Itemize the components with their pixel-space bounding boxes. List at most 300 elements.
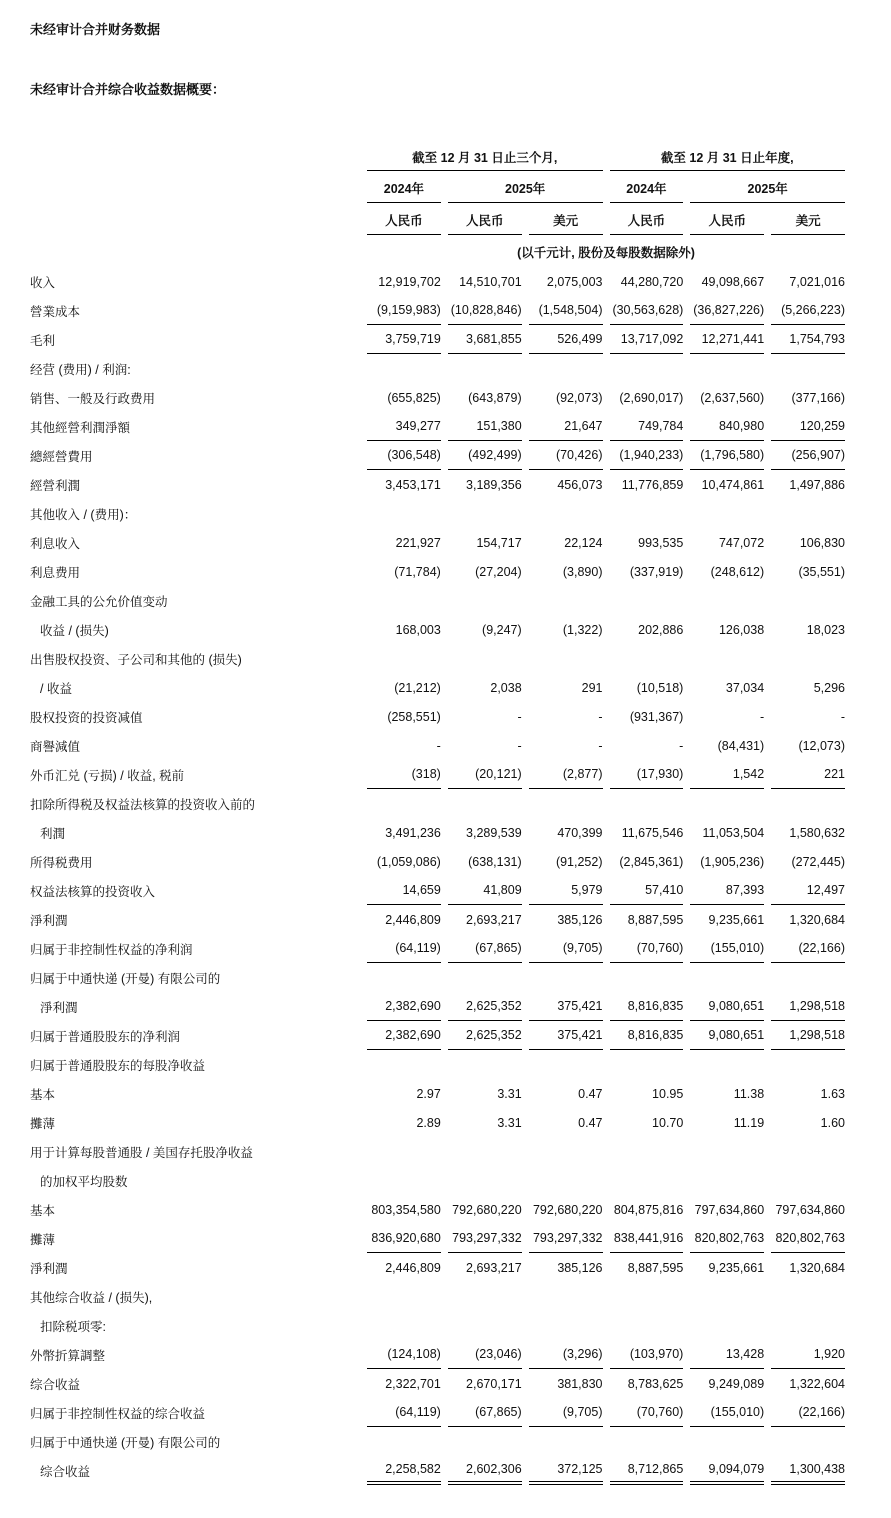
currency-header-usd: 美元 (771, 203, 845, 235)
value-cell (771, 644, 845, 673)
value-cell: (22,166) (771, 1398, 845, 1427)
value-cell: 3,681,855 (448, 325, 522, 354)
value-cell: (9,705) (529, 1398, 603, 1427)
row-label: 淨利潤 (30, 1261, 68, 1276)
row-label: 所得税费用 (30, 855, 93, 870)
row-label: 總經營費用 (30, 449, 93, 464)
value-cell: 747,072 (718, 535, 765, 550)
value-cell (448, 963, 522, 992)
value-cell (367, 789, 441, 818)
value-cell: 1,298,518 (771, 992, 845, 1021)
table-row (30, 354, 845, 383)
value-cell (367, 963, 441, 992)
row-label: 經營利潤 (30, 478, 81, 493)
value-cell: 1,542 (690, 760, 764, 789)
row-label: 淨利潤 (40, 1000, 78, 1015)
value-cell: 2,602,306 (448, 1456, 522, 1485)
table-row (30, 992, 845, 1021)
value-cell (610, 499, 684, 528)
value-cell: 797,634,860 (694, 1202, 765, 1217)
value-cell: 2,382,690 (367, 1021, 441, 1050)
value-cell (448, 1166, 522, 1195)
value-cell (771, 789, 845, 818)
value-cell: (64,119) (367, 934, 441, 963)
value-cell: 456,073 (557, 477, 603, 492)
value-cell: - (517, 709, 522, 724)
value-cell: 11,053,504 (702, 825, 765, 840)
value-cell (367, 499, 441, 528)
value-cell (367, 1282, 441, 1311)
value-cell (448, 644, 522, 673)
value-cell: 18,023 (806, 622, 845, 637)
value-cell: 8,887,595 (627, 912, 684, 927)
value-cell: 9,080,651 (690, 992, 764, 1021)
header-label-spacer (30, 203, 360, 235)
table-row (30, 760, 845, 789)
value-cell (529, 789, 603, 818)
value-cell (690, 644, 764, 673)
value-cell: 12,919,702 (378, 274, 441, 289)
value-cell: (492,499) (448, 441, 522, 470)
column-group-three-months: 截至 12 月 31 日止三个月, (367, 148, 603, 171)
value-cell (610, 586, 684, 615)
value-cell: 2,446,809 (385, 912, 441, 927)
value-cell: (248,612) (710, 564, 765, 579)
value-cell: 1,920 (771, 1340, 845, 1369)
value-cell: 2,446,809 (385, 1260, 441, 1275)
value-cell: (70,760) (610, 1398, 684, 1427)
value-cell (771, 354, 845, 383)
income-statement-table (30, 148, 845, 1485)
table-row (30, 267, 845, 296)
value-cell (529, 644, 603, 673)
table-row (30, 296, 845, 325)
table-row (30, 1253, 845, 1282)
value-cell: 1.63 (820, 1086, 845, 1101)
value-cell: 41,809 (448, 876, 522, 905)
value-cell (367, 644, 441, 673)
value-cell (610, 789, 684, 818)
value-cell (690, 1050, 764, 1079)
value-cell (690, 963, 764, 992)
value-cell: 2,382,690 (367, 992, 441, 1021)
value-cell: 12,271,441 (690, 325, 764, 354)
row-label: 归属于非控制性权益的综合收益 (30, 1406, 206, 1421)
row-label: 收入 (30, 275, 56, 290)
value-cell: (36,827,226) (690, 296, 764, 325)
header-label-spacer (30, 235, 360, 267)
value-cell: 3,453,171 (385, 477, 441, 492)
value-cell: 470,399 (557, 825, 603, 840)
value-cell: (10,518) (636, 680, 684, 695)
table-row (30, 702, 845, 731)
value-cell: (2,690,017) (619, 390, 684, 405)
value-cell (529, 586, 603, 615)
value-cell (529, 963, 603, 992)
value-cell: (21,212) (394, 680, 441, 695)
table-row (30, 1282, 845, 1311)
row-label: 淨利潤 (30, 913, 68, 928)
value-cell: 10.95 (652, 1086, 684, 1101)
value-cell (529, 1282, 603, 1311)
value-cell: - (598, 738, 603, 753)
value-cell: (64,119) (367, 1398, 441, 1427)
table-row (30, 731, 845, 760)
value-cell: 13,717,092 (610, 325, 684, 354)
table-row (30, 1340, 845, 1369)
value-cell (610, 644, 684, 673)
value-cell: 349,277 (367, 412, 441, 441)
table-row (30, 644, 845, 673)
table-header-currency-row (30, 203, 845, 235)
value-cell: (67,865) (448, 934, 522, 963)
value-cell (448, 499, 522, 528)
value-cell: 385,126 (557, 1260, 603, 1275)
table-row (30, 586, 845, 615)
value-cell: 10,474,861 (701, 477, 765, 492)
value-cell: 2,693,217 (466, 1260, 522, 1275)
currency-header-rmb: 人民币 (448, 203, 522, 235)
row-label: 其他經營利潤淨額 (30, 420, 131, 435)
header-label-spacer (30, 171, 360, 203)
value-cell: 49,098,667 (701, 274, 765, 289)
value-cell: 87,393 (690, 876, 764, 905)
value-cell: 526,499 (529, 325, 603, 354)
value-cell: (23,046) (448, 1340, 522, 1369)
value-cell: 1,580,632 (789, 825, 845, 840)
table-row (30, 1311, 845, 1340)
value-cell (610, 1050, 684, 1079)
value-cell: 221 (771, 760, 845, 789)
value-cell (690, 354, 764, 383)
value-cell: 120,259 (771, 412, 845, 441)
value-cell: 8,816,835 (610, 1021, 684, 1050)
value-cell: 793,297,332 (529, 1224, 603, 1253)
table-row (30, 905, 845, 934)
value-cell: 7,021,016 (789, 274, 845, 289)
row-label: 股权投资的投资减值 (30, 710, 143, 725)
value-cell: 792,680,220 (532, 1202, 603, 1217)
table-row (30, 1137, 845, 1166)
value-cell: (9,705) (529, 934, 603, 963)
value-cell: 3,189,356 (466, 477, 522, 492)
table-row (30, 1427, 845, 1456)
value-cell (690, 1311, 764, 1340)
row-label: 归属于非控制性权益的净利润 (30, 942, 193, 957)
value-cell: 804,875,816 (613, 1202, 684, 1217)
value-cell: 993,535 (638, 535, 684, 550)
value-cell: 9,235,661 (708, 1260, 765, 1275)
row-label: 金融工具的公允价值变动 (30, 594, 168, 609)
value-cell: 8,712,865 (610, 1456, 684, 1485)
value-cell (771, 586, 845, 615)
value-cell: (2,637,560) (700, 390, 765, 405)
value-cell: - (517, 738, 522, 753)
value-cell: 3,491,236 (385, 825, 441, 840)
value-cell: 375,421 (529, 1021, 603, 1050)
table-row (30, 615, 845, 644)
value-cell: 749,784 (610, 412, 684, 441)
row-label: 利息收入 (30, 536, 81, 551)
value-cell (448, 1311, 522, 1340)
value-cell: 14,659 (367, 876, 441, 905)
table-units-note-row (30, 235, 845, 267)
value-cell (529, 499, 603, 528)
value-cell: (30,563,628) (610, 296, 684, 325)
value-cell: (643,879) (468, 390, 522, 405)
value-cell: 3,289,539 (466, 825, 522, 840)
table-row (30, 1050, 845, 1079)
value-cell: 154,717 (476, 535, 522, 550)
value-cell: 202,886 (638, 622, 684, 637)
value-cell: 1,322,604 (789, 1376, 845, 1391)
value-cell: 11.19 (733, 1115, 765, 1130)
value-cell: 793,297,332 (448, 1224, 522, 1253)
value-cell: (103,970) (610, 1340, 684, 1369)
table-header-group-row (30, 148, 845, 171)
value-cell: (2,877) (529, 760, 603, 789)
value-cell: (1,059,086) (376, 854, 441, 869)
value-cell (448, 1050, 522, 1079)
year-header-2025-fy: 2025年 (690, 171, 845, 203)
value-cell: 1,754,793 (771, 325, 845, 354)
value-cell (771, 963, 845, 992)
row-label: 營業成本 (30, 304, 81, 319)
row-label: 销售、一般及行政费用 (30, 391, 156, 406)
row-label: 商譽減值 (30, 739, 81, 754)
table-row (30, 1108, 845, 1137)
value-cell: (92,073) (555, 390, 603, 405)
table-row (30, 383, 845, 412)
value-cell: (155,010) (690, 934, 764, 963)
value-cell: 838,441,916 (610, 1224, 684, 1253)
row-label: 用于计算每股普通股 / 美国存托股净收益 (30, 1145, 253, 1160)
value-cell: 221,927 (395, 535, 441, 550)
table-row (30, 1166, 845, 1195)
row-label: 攤薄 (30, 1116, 56, 1131)
row-label: 归属于中通快递 (开曼) 有限公司的 (30, 1435, 221, 1450)
value-cell (610, 1166, 684, 1195)
units-note: (以千元计, 股份及每股数据除外) (517, 246, 695, 260)
column-group-full-year: 截至 12 月 31 日止年度, (610, 148, 846, 171)
table-header-year-row (30, 171, 845, 203)
table-row (30, 673, 845, 702)
value-cell (771, 1050, 845, 1079)
row-label: / 收益 (40, 681, 72, 696)
value-cell: 792,680,220 (452, 1202, 522, 1217)
value-cell: 3.31 (497, 1115, 522, 1130)
value-cell: - (679, 738, 684, 753)
table-row (30, 934, 845, 963)
value-cell: 2,322,701 (385, 1376, 441, 1391)
value-cell: 13,428 (690, 1340, 764, 1369)
value-cell: 11.38 (733, 1086, 765, 1101)
row-label: 出售股权投资、子公司和其他的 (损失) (30, 652, 242, 667)
value-cell: (91,252) (555, 854, 603, 869)
value-cell (690, 1282, 764, 1311)
value-cell (690, 1166, 764, 1195)
value-cell: 797,634,860 (775, 1202, 845, 1217)
value-cell: 106,830 (799, 535, 845, 550)
value-cell: 385,126 (557, 912, 603, 927)
value-cell: 820,802,763 (771, 1224, 845, 1253)
value-cell: (71,784) (394, 564, 441, 579)
value-cell: (70,426) (529, 441, 603, 470)
value-cell: 1,497,886 (789, 477, 845, 492)
row-label: 的加权平均股数 (40, 1174, 128, 1189)
value-cell: 836,920,680 (367, 1224, 441, 1253)
value-cell (610, 1282, 684, 1311)
row-label: 利息费用 (30, 565, 81, 580)
value-cell: 0.47 (578, 1086, 603, 1101)
value-cell: 803,354,580 (371, 1202, 441, 1217)
value-cell: (155,010) (690, 1398, 764, 1427)
value-cell: 2,075,003 (546, 274, 603, 289)
row-label: 基本 (30, 1203, 56, 1218)
table-row (30, 1369, 845, 1398)
value-cell (367, 586, 441, 615)
row-label: 外幣折算調整 (30, 1348, 106, 1363)
value-cell: - (840, 709, 845, 724)
row-label: 外币汇兑 (亏损) / 收益, 税前 (30, 768, 185, 783)
value-cell: (318) (367, 760, 441, 789)
value-cell (448, 1282, 522, 1311)
value-cell: (124,108) (367, 1340, 441, 1369)
value-cell: (22,166) (771, 934, 845, 963)
value-cell: (12,073) (798, 738, 845, 753)
value-cell: 2.97 (416, 1086, 441, 1101)
row-label: 综合收益 (30, 1377, 81, 1392)
value-cell (367, 1311, 441, 1340)
value-cell: (9,159,983) (367, 296, 441, 325)
value-cell: 10.70 (652, 1115, 684, 1130)
row-label: 攤薄 (30, 1232, 56, 1247)
value-cell: (3,296) (529, 1340, 603, 1369)
value-cell: 9,080,651 (690, 1021, 764, 1050)
row-label: 收益 / (损失) (40, 623, 109, 638)
value-cell: 8,887,595 (627, 1260, 684, 1275)
value-cell (367, 1137, 441, 1166)
value-cell (771, 1166, 845, 1195)
value-cell: - (436, 738, 441, 753)
table-row (30, 789, 845, 818)
table-row (30, 963, 845, 992)
value-cell: (337,919) (629, 564, 684, 579)
table-row (30, 441, 845, 470)
value-cell: 9,094,079 (690, 1456, 764, 1485)
value-cell: (70,760) (610, 934, 684, 963)
value-cell: (2,845,361) (619, 854, 684, 869)
value-cell (448, 354, 522, 383)
currency-header-usd: 美元 (529, 203, 603, 235)
value-cell: 2.89 (416, 1115, 441, 1130)
value-cell: 820,802,763 (690, 1224, 764, 1253)
value-cell: (27,204) (475, 564, 522, 579)
value-cell (690, 789, 764, 818)
row-label: 扣除税项零: (40, 1319, 106, 1334)
value-cell (690, 586, 764, 615)
value-cell: 2,038 (490, 680, 522, 695)
table-row (30, 412, 845, 441)
value-cell (610, 354, 684, 383)
row-label: 利潤 (40, 826, 66, 841)
value-cell: (1,796,580) (690, 441, 764, 470)
year-header-2024-fy: 2024年 (610, 171, 684, 203)
value-cell: (3,890) (562, 564, 603, 579)
value-cell: (377,166) (791, 390, 845, 405)
value-cell (771, 1137, 845, 1166)
value-cell: 12,497 (771, 876, 845, 905)
year-header-2025-q: 2025年 (448, 171, 603, 203)
row-label: 权益法核算的投资收入 (30, 884, 156, 899)
value-cell: (258,551) (387, 709, 441, 724)
table-row (30, 1079, 845, 1108)
value-cell (367, 1050, 441, 1079)
value-cell: 14,510,701 (459, 274, 522, 289)
year-header-2024-q: 2024年 (367, 171, 441, 203)
value-cell: (9,247) (482, 622, 522, 637)
row-label: 基本 (30, 1087, 56, 1102)
value-cell (690, 499, 764, 528)
value-cell: 1,298,518 (771, 1021, 845, 1050)
value-cell: 1,320,684 (789, 1260, 845, 1275)
value-cell (448, 1137, 522, 1166)
value-cell: (35,551) (798, 564, 845, 579)
table-row (30, 818, 845, 847)
value-cell (690, 1427, 764, 1456)
table-row (30, 499, 845, 528)
value-cell (529, 354, 603, 383)
value-cell: 840,980 (690, 412, 764, 441)
value-cell: 2,670,171 (466, 1376, 522, 1391)
section-subtitle: 未经审计合并综合收益数据概要： (30, 82, 226, 97)
value-cell: (20,121) (448, 760, 522, 789)
value-cell: 372,125 (529, 1456, 603, 1485)
value-cell (529, 1311, 603, 1340)
value-cell (367, 1427, 441, 1456)
table-row (30, 847, 845, 876)
row-label: 归属于中通快递 (开曼) 有限公司的 (30, 971, 221, 986)
value-cell: 8,783,625 (627, 1376, 684, 1391)
value-cell (529, 1137, 603, 1166)
value-cell: 5,979 (529, 876, 603, 905)
currency-header-rmb: 人民币 (690, 203, 764, 235)
value-cell (771, 1427, 845, 1456)
value-cell (448, 586, 522, 615)
row-label: 其他综合收益 / (损失), (30, 1290, 153, 1305)
value-cell: 9,235,661 (708, 912, 765, 927)
value-cell: 21,647 (529, 412, 603, 441)
table-row (30, 470, 845, 499)
value-cell: 22,124 (564, 535, 603, 550)
table-row (30, 1224, 845, 1253)
value-cell: (17,930) (610, 760, 684, 789)
value-cell (771, 499, 845, 528)
value-cell (610, 1311, 684, 1340)
value-cell (610, 963, 684, 992)
value-cell: 2,625,352 (448, 1021, 522, 1050)
row-label: 归属于普通股股东的净利润 (30, 1029, 181, 1044)
value-cell: 126,038 (718, 622, 765, 637)
row-label: 综合收益 (40, 1464, 91, 1479)
value-cell: (306,548) (367, 441, 441, 470)
table-row (30, 557, 845, 586)
value-cell: 8,816,835 (610, 992, 684, 1021)
value-cell: 375,421 (529, 992, 603, 1021)
value-cell: - (598, 709, 603, 724)
value-cell: 151,380 (448, 412, 522, 441)
page-title: 未经审计合并财务数据 (30, 22, 161, 37)
